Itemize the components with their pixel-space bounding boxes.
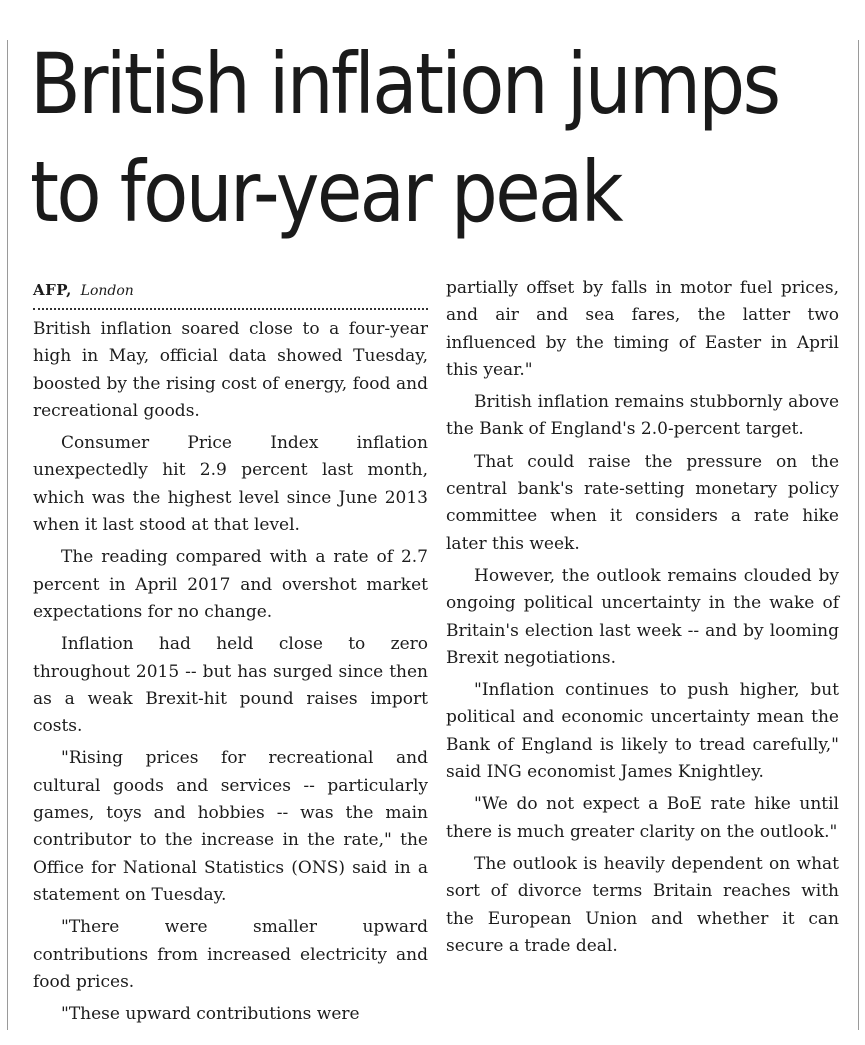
- paragraph: "Rising prices for recreational and cultural goods and services -- particularly games, toys and hobbies -- was the main contributor to the increase in the rate," the Office for National Statistics (ONS) said in a statement on Tuesday.: [33, 748, 428, 905]
- paragraph: "We do not expect a BoE rate hike until there is much greater clarity on the outlook.": [446, 794, 839, 842]
- paragraph: British inflation remains stubbornly above the Bank of England's 2.0-percent target.: [446, 392, 839, 440]
- paragraph: Inflation had held close to zero throughout 2015 -- but has surged since then as a weak Brexit-hit pound raises import costs.: [33, 634, 428, 737]
- article-headline: [30, 30, 848, 246]
- paragraph: However, the outlook remains clouded by ongoing political uncertainty in the wake of Britain's election last week -- and by looming Brexit negotiations.: [446, 565, 839, 668]
- headline-line-1: British inflation jumps: [30, 35, 779, 133]
- paragraph: "Inflation continues to push higher, but political and economic uncertainty mean the Bank of England is likely to tread carefully," said ING economist James Knightley.: [446, 680, 839, 783]
- byline-location: London: [80, 283, 134, 299]
- paragraph: partially offset by falls in motor fuel prices, and air and sea fares, the latter two influenced by the timing of Easter in April this year.": [446, 278, 839, 380]
- article-column-right: [446, 275, 839, 960]
- paragraph: The outlook is heavily dependent on what sort of divorce terms Britain reaches with the European Union and whether it can secure a trade deal.: [446, 853, 839, 956]
- headline-line-2: to four-year peak: [30, 143, 621, 241]
- paragraph: That could raise the pressure on the central bank's rate-setting monetary policy committee when it considers a rate hike later this week.: [446, 451, 839, 554]
- paragraph: The reading compared with a rate of 2.7 percent in April 2017 and overshot market expectations for no change.: [33, 547, 428, 622]
- paragraph: Consumer Price Index inflation unexpectedly hit 2.9 percent last month, which was the highest level since June 2013 when it last stood at that level.: [33, 433, 428, 536]
- right-border-rule: [858, 40, 859, 1030]
- byline-agency: AFP,: [33, 281, 72, 299]
- left-border-rule: [7, 40, 8, 1030]
- paragraph: British inflation soared close to a four-year high in May, official data showed Tuesday, boosted by the rising cost of energy, food and recreational goods.: [33, 319, 428, 421]
- paragraph: "There were smaller upward contributions from increased electricity and food prices.: [33, 917, 428, 992]
- paragraph: "These upward contributions were: [61, 1004, 360, 1025]
- article-column-left: [33, 275, 428, 1028]
- dotted-divider: [33, 308, 428, 310]
- dateline: [33, 275, 428, 304]
